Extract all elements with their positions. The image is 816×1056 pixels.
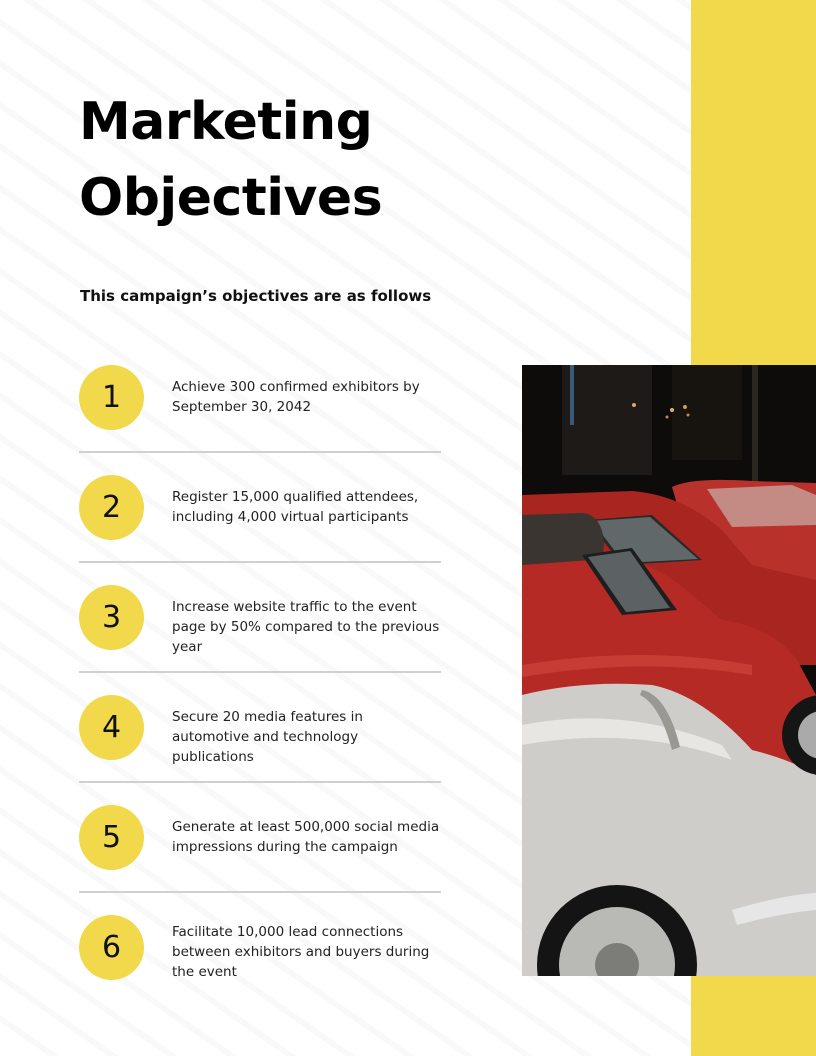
objective-item	[79, 673, 441, 783]
objective-text: Register 15,000 qualified attendees, including 4,000 virtual participants	[172, 489, 419, 525]
objective-item	[79, 343, 441, 453]
page-title: Marketing Objectives	[79, 92, 383, 228]
objective-number-badge: 6	[79, 915, 144, 980]
objective-text: Achieve 300 confirmed exhibitors by September 30, 2042	[172, 379, 420, 415]
objective-text: Increase website traffic to the event page by 50% compared to the previous year	[172, 599, 440, 655]
objective-number-badge: 5	[79, 805, 144, 870]
objective-item	[79, 893, 441, 1001]
objective-text: Secure 20 media features in automotive and technology publications	[172, 709, 363, 765]
page-subtitle: This campaign’s objectives are as follows	[80, 287, 432, 305]
objective-number-badge: 4	[79, 695, 144, 760]
objective-text: Generate at least 500,000 social media impressions during the campaign	[172, 819, 440, 855]
classic-cars-photo	[522, 365, 816, 976]
objective-number-badge: 3	[79, 585, 144, 650]
objective-text: Facilitate 10,000 lead connections between exhibitors and buyers during the event	[172, 924, 430, 980]
objectives-list	[79, 343, 441, 1001]
objective-item	[79, 453, 441, 563]
objective-number-badge: 2	[79, 475, 144, 540]
objective-number-badge: 1	[79, 365, 144, 430]
objective-item	[79, 783, 441, 893]
objective-item	[79, 563, 441, 673]
